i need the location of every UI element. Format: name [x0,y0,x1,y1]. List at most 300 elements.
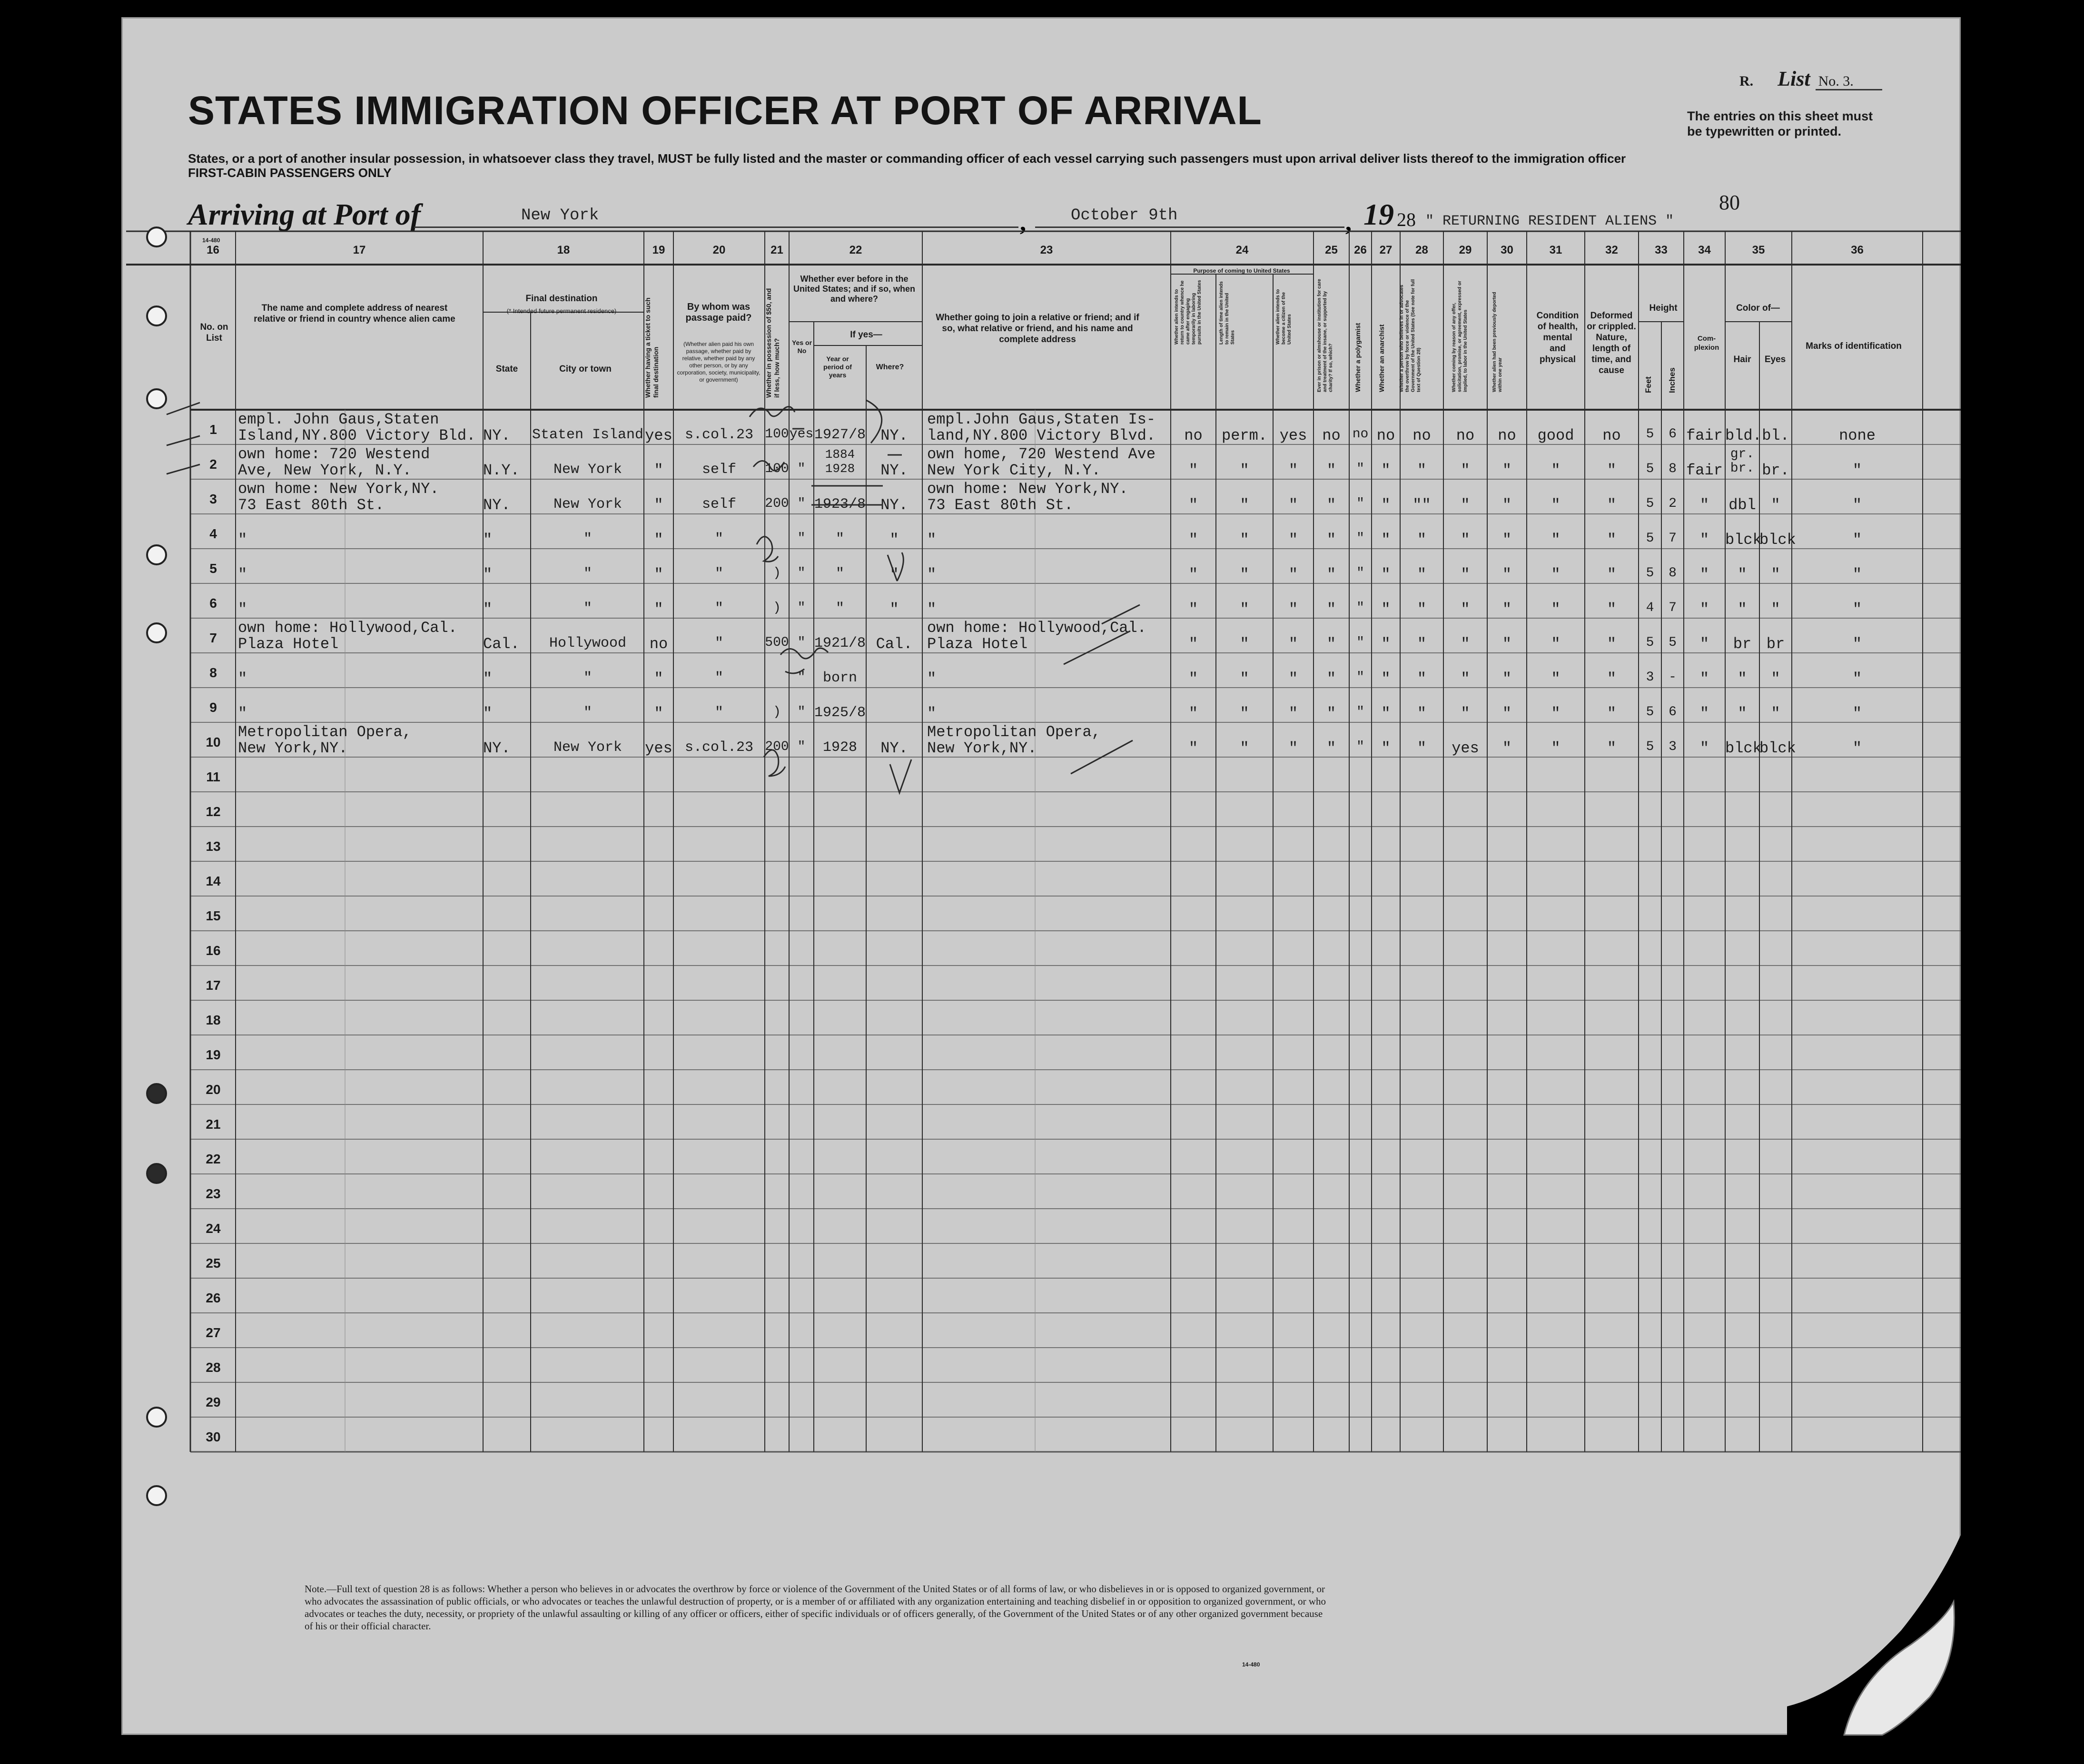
cell-hair: " [1738,566,1747,583]
column-number: 18 [557,244,570,256]
cell-p24c: " [1288,670,1298,688]
cell-where: " [889,566,899,583]
header-purpose-a: Whether alien intends to return to country whence he came after engaging temporarily in laboring pursuits in the United States [1174,280,1202,345]
header-passage-paid: By whom was passage paid? [685,302,752,323]
cell-city: " [583,670,592,686]
cell-complexion: " [1699,531,1709,549]
header-eyes: Eyes [1764,355,1786,365]
cell-c26: " [1356,496,1364,511]
cell-p24b: " [1240,566,1249,583]
cell-c26: no [1352,427,1369,442]
cell-p24b: " [1240,635,1249,653]
header-passage-note: (Whether alien paid his own passage, whether paid by relative, whether paid by any other person, or by any corporation, society, municipality, or government) [677,341,761,383]
cell-rel2: New York,NY. [238,739,348,757]
cell-c26: " [1356,670,1364,685]
cell-city: " [583,705,592,721]
cell-ticket: " [654,670,663,688]
cell-ticket: " [654,462,663,479]
column-number: 32 [1605,244,1618,256]
cell-c28: " [1417,635,1427,653]
cell-inches: 5 [1669,635,1677,650]
row-number: 26 [206,1291,221,1305]
column-number: 35 [1752,244,1765,256]
cell-rel1: empl. John Gaus,Staten [238,411,439,428]
row-number: 3 [209,492,217,506]
cell-yesno: " [797,496,806,511]
cell-c26: " [1356,462,1364,476]
header-color-of: Color of— [1736,303,1780,313]
column-number: 29 [1459,244,1472,256]
cell-yesno: " [797,601,806,615]
cell-city: " [583,566,592,582]
cell-hair: " [1738,705,1747,722]
cell-c27: " [1381,462,1391,479]
cell-join2: New York,NY. [927,739,1037,757]
cell-c28: " [1417,739,1427,757]
column-number: 33 [1655,244,1668,256]
cell-c26: " [1356,739,1364,754]
cell-rel2: " [238,601,247,618]
cell-marks: " [1852,496,1862,514]
header-city: City or town [559,364,612,374]
cell-c29: no [1456,427,1475,444]
row-number: 24 [206,1221,221,1236]
cell-c30: " [1502,601,1512,618]
cell-c32: no [1602,427,1621,444]
cell-c31: " [1551,566,1561,583]
cell-c28: " [1417,705,1427,722]
passenger-category: " RETURNING RESIDENT ALIENS " [1425,213,1674,229]
year-prefix: 19 [1363,197,1394,231]
binding-hole [146,1163,167,1184]
cell-c31: " [1551,635,1561,653]
port-of-arrival: New York [521,207,599,225]
cell-eyes: br [1766,635,1785,653]
cell-p24c: " [1288,531,1298,549]
cell-complexion: " [1699,496,1709,514]
cell-rel1: own home: Hollywood,Cal. [238,619,457,637]
cell-rel2: Ave, New York, N.Y. [238,462,412,479]
cell-paid: " [714,705,723,721]
cell-years: born [822,670,857,686]
cell-rel2: Plaza Hotel [238,635,339,653]
cell-c28: "" [1412,496,1431,514]
cell-rel2: " [238,670,247,688]
header-deformed: Deformed or crippled. Nature, length of time, and cause [1587,311,1636,375]
cell-c32: " [1607,566,1617,583]
cell-c29: " [1461,635,1470,653]
cell-years: " [835,531,844,547]
cell-p24c: " [1288,705,1298,722]
cell-paid: self [701,462,736,478]
cell-eyes: " [1771,670,1780,688]
row-number: 21 [206,1117,221,1132]
cell-money: ) [773,601,781,615]
cell-years: " [835,601,844,617]
cell-ticket: yes [645,427,672,444]
cell-feet: 5 [1646,705,1654,719]
year-suffix: 28 [1397,209,1416,230]
cell-c29: " [1461,462,1470,479]
column-number: 19 [652,244,665,256]
cell-c25: " [1326,601,1336,618]
cell-years: 1927/8 [814,427,866,443]
cell-c31: " [1551,462,1561,479]
cell-ticket: " [654,705,663,722]
cell-yesno: " [797,531,806,546]
cell-paid: " [714,566,723,582]
cell-city: " [583,531,592,547]
row-number: 25 [206,1256,221,1271]
cell-c31: good [1537,427,1574,444]
cell-c26: " [1356,601,1364,615]
header-height: Height [1649,303,1678,313]
row-number: 15 [206,908,221,923]
cell-complexion: fair [1686,462,1723,479]
row-number: 23 [206,1186,221,1201]
cell-c30: " [1502,531,1512,549]
row-number: 4 [209,526,217,541]
cell-join1: own home: Hollywood,Cal. [927,619,1146,637]
cell-years: 1884 1928 [825,447,855,476]
list-value: No. 3. [1816,73,1882,90]
cell-c25: no [1322,427,1341,444]
cell-where: NY. [880,739,908,757]
header-ticket: Whether having a ticket to such final destination [644,297,660,398]
cell-eyes: blck [1759,739,1796,757]
cell-yesno: " [797,705,806,719]
cell-rel2: " [238,531,247,549]
cell-c28: no [1412,427,1431,444]
cell-hair: " [1738,670,1747,688]
cell-paid: s.col.23 [684,739,754,756]
header-overthrow: Whether a person who believes in or advocates the overthrow by force or violence of the Government of the United States (See note for full text of Question 28) [1399,279,1422,392]
row-number: 1 [209,422,217,437]
cell-eyes: blck [1759,531,1796,549]
cell-inches: 7 [1669,601,1677,615]
binding-hole [146,227,167,247]
cell-years: 1928 [822,739,857,756]
cell-state: " [483,531,493,549]
cell-marks: " [1852,531,1862,549]
list-label: List [1778,67,1810,90]
cell-join1: Metropolitan Opera, [927,723,1101,741]
cell-hair: bld. [1725,427,1762,444]
header-polygamist: Whether a polygamist [1354,323,1362,392]
cell-join2: " [927,601,937,618]
cell-money: 100 [765,462,789,476]
cell-c27: no [1376,427,1395,444]
cell-feet: 5 [1646,531,1654,546]
cell-c27: " [1381,496,1391,514]
cell-c25: " [1326,670,1336,688]
header-nearest-relative: The name and complete address of nearest relative or friend in country whence alien came [254,303,455,324]
cell-join1: empl.John Gaus,Staten Is- [927,411,1156,428]
cell-marks: " [1852,635,1862,653]
cell-c32: " [1607,670,1617,688]
cell-city: Staten Island [532,427,644,443]
cell-p24c: yes [1279,427,1307,444]
cell-ticket: " [654,496,663,514]
column-number: 17 [353,244,366,256]
cell-yesno: " [797,739,806,754]
cell-join2: " [927,670,937,688]
page-number: 80 [1719,191,1740,214]
cell-money: ) [773,566,781,581]
row-number: 6 [209,596,217,611]
cell-paid: " [714,635,723,651]
cell-yesno: " [797,566,806,581]
cell-c28: " [1417,531,1427,549]
header-anarchist: Whether an anarchist [1378,324,1385,392]
cell-complexion: fair [1686,427,1723,444]
cell-c30: " [1502,496,1512,514]
cell-p24a: " [1188,705,1198,722]
cell-complexion: " [1699,705,1709,722]
cell-rel1: Metropolitan Opera, [238,723,412,741]
cell-c32: " [1607,496,1617,514]
cell-c31: " [1551,496,1561,514]
cell-where: NY. [880,496,908,514]
column-number: 20 [712,244,726,256]
column-number: 30 [1501,244,1513,256]
cell-c32: " [1607,705,1617,722]
cell-paid: " [714,531,723,547]
cell-rel2: " [238,566,247,583]
header-purpose-c: Whether alien intends to become a citizen of the United States [1275,289,1292,345]
cell-feet: 4 [1646,601,1654,615]
column-number: 23 [1040,244,1053,256]
column-number: 28 [1415,244,1428,256]
cell-p24a: " [1188,566,1198,583]
cell-eyes: " [1771,705,1780,722]
cell-hair: dbl [1728,496,1756,514]
cell-c25: " [1326,566,1336,583]
cell-join2: " [927,705,937,722]
row-number: 14 [206,874,221,888]
list-prefix: R. [1739,73,1754,89]
row-number: 16 [206,943,221,958]
cell-c31: " [1551,739,1561,757]
cell-c29: " [1461,601,1470,618]
header-purpose-b: Length of time alien intends to remain in the United States [1219,281,1235,345]
row-number: 11 [206,769,220,784]
cell-feet: 3 [1646,670,1654,685]
footnote-code: 14-480 [1242,1661,1260,1668]
row-number: 28 [206,1360,221,1375]
cell-c30: " [1502,635,1512,653]
cell-join1: own home, 720 Westend Ave [927,445,1156,463]
cell-c30: " [1502,670,1512,688]
page-title: STATES IMMIGRATION OFFICER AT PORT OF ARRIVAL [188,88,1262,133]
header-deported: Whether alien had been previously deported within one year [1492,292,1503,392]
footnote: Note.—Full text of question 28 is as follows: Whether a person who believes in or advocates the overthrow by force or violence of the Government of the United States or of all forms of law, or who disbelieves in or is opposed to organized government, or who advocates the assassination of public officials, or who advocates or teaches the unlawful destruction of property, or is a member of or affiliated with any organization entertaining and teaching disbelief in or opposition to organized government, or who advocates or teaches the duty, necessity, or propriety of the unlawful assaulting or killing of any officer or officers, either of specific individuals or of officers generally, of the Government of the United States or of any other organized government because of his or their official character. [305,1583,1326,1632]
cell-hair: br [1733,635,1752,653]
header-where: Where? [876,363,904,371]
cell-yesno: " [797,635,806,650]
cell-state: NY. [483,427,511,444]
header-marks: Marks of identification [1806,341,1902,351]
header-yes-no: Yes or No [791,339,812,355]
cell-p24b: perm. [1221,427,1267,444]
cell-c29: " [1461,496,1470,514]
cell-p24b: " [1240,601,1249,618]
cell-ticket: " [654,601,663,618]
cell-c26: " [1356,566,1364,581]
row-number: 22 [206,1152,221,1166]
cell-inches: 2 [1669,496,1677,511]
cell-marks: none [1839,427,1876,444]
cell-c25: " [1326,739,1336,757]
cell-c28: " [1417,601,1427,618]
header-join-relative: Whether going to join a relative or friend; and if so, what relative or friend, and his name and complete address [936,313,1139,345]
cell-feet: 5 [1646,496,1654,511]
cell-ticket: yes [645,739,672,757]
cell-c30: " [1502,705,1512,722]
cell-ticket: no [649,635,668,653]
cell-inches: 8 [1669,566,1677,581]
page-subtitle: States, or a port of another insular possession, in whatsoever class they travel, MUST be fully listed and the master or commanding officer of each vessel carrying such passengers must upon arrival deliver lists thereof to the immigration officer [188,151,1626,166]
row-number: 30 [206,1429,221,1444]
cell-rel2: Island,NY.800 Victory Bld. [238,427,476,444]
cell-join2: land,NY.800 Victory Blvd. [927,427,1156,444]
cell-p24c: " [1288,496,1298,514]
binding-hole [146,1083,167,1104]
header-year-period: Year or period of years [823,355,852,379]
column-number: 21 [770,244,783,256]
cell-c25: " [1326,462,1336,479]
cell-marks: " [1852,601,1862,618]
cell-marks: " [1852,462,1862,479]
cell-feet: 5 [1646,462,1654,476]
cell-rel1: own home: 720 Westend [238,445,430,463]
header-offer: Whether coming by reason of any offer, solicitation, promise, or agreement, expressed or implied, to labor in the United States [1452,281,1468,392]
cell-c27: " [1381,601,1391,618]
cell-p24c: " [1288,635,1298,653]
cell-where: NY. [880,427,908,444]
cell-rel1: own home: New York,NY. [238,480,439,498]
binding-hole [146,305,167,326]
cell-hair: blck [1725,531,1762,549]
manifest-sheet [121,17,1961,1735]
comma-2: , [1345,209,1352,236]
entries-note-line-1: The entries on this sheet must [1687,109,1873,123]
column-number: 34 [1698,244,1711,256]
header-destination-note: (* Intended future permanent residence) [506,307,617,315]
cell-city: New York [553,739,622,756]
cell-inches: - [1669,670,1677,685]
cell-c29: yes [1452,739,1479,757]
cell-c25: " [1326,635,1336,653]
row-number: 27 [206,1325,221,1340]
cell-c31: " [1551,705,1561,722]
cell-c29: " [1461,531,1470,549]
cell-inches: 6 [1669,705,1677,719]
cell-c26: " [1356,705,1364,719]
cell-p24a: " [1188,601,1198,618]
row-number: 18 [206,1013,221,1027]
column-number: 26 [1354,244,1367,256]
entries-note-line-2: be typewritten or printed. [1687,124,1842,138]
cell-eyes: " [1771,601,1780,618]
cell-state: N.Y. [483,462,520,479]
cell-complexion: " [1699,670,1709,688]
header-purpose: Purpose of coming to United States [1193,267,1290,274]
cell-c27: " [1381,566,1391,583]
row-number: 12 [206,804,221,819]
cell-complexion: " [1699,601,1709,618]
cell-complexion: " [1699,635,1709,653]
cell-p24a: " [1188,635,1198,653]
cell-rel2: 73 East 80th St. [238,496,385,514]
cell-p24b: " [1240,531,1249,549]
cell-c32: " [1607,531,1617,549]
cell-paid: self [701,496,736,512]
cell-yesno: yes [789,427,814,442]
cell-p24a: no [1184,427,1203,444]
cell-p24b: " [1240,670,1249,688]
cell-c28: " [1417,566,1427,583]
cell-state: Cal. [483,635,520,653]
column-number: 36 [1851,244,1864,256]
cell-p24a: " [1188,670,1198,688]
cell-hair: gr. br. [1730,447,1755,476]
cell-state: NY. [483,739,511,757]
binding-hole [146,388,167,409]
cell-c27: " [1381,739,1391,757]
header-state: State [495,364,518,374]
cell-p24b: " [1240,705,1249,722]
row-number: 7 [209,631,217,645]
passenger-class: FIRST-CABIN PASSENGERS ONLY [188,166,392,180]
cell-yesno: " [797,670,806,685]
cell-c27: " [1381,531,1391,549]
header-before-in-us: Whether ever before in the United States; and if so, when and where? [793,274,916,304]
cell-feet: 5 [1646,739,1654,754]
cell-c27: " [1381,635,1391,653]
cell-marks: " [1852,705,1862,722]
cell-city: New York [553,462,622,478]
cell-c32: " [1607,601,1617,618]
cell-p24c: " [1288,566,1298,583]
cell-c25: " [1326,705,1336,722]
form-code: 14-480 [202,237,220,244]
cell-paid: s.col.23 [684,427,754,443]
cell-c30: " [1502,566,1512,583]
cell-feet: 5 [1646,635,1654,650]
cell-money: 100 [765,427,789,442]
cell-marks: " [1852,739,1862,757]
cell-feet: 5 [1646,427,1654,442]
cell-feet: 5 [1646,566,1654,581]
binding-hole [146,1485,167,1506]
cell-city: New York [553,496,622,512]
cell-inches: 6 [1669,427,1677,442]
cell-p24b: " [1240,739,1249,757]
row-number: 29 [206,1395,221,1409]
cell-c30: " [1502,739,1512,757]
header-condition: Condition of health, mental and physical [1536,311,1579,365]
cell-where: Cal. [876,635,913,653]
cell-c29: " [1461,670,1470,688]
cell-join2: " [927,566,937,583]
cell-years: " [835,566,844,582]
cell-c30: " [1502,462,1512,479]
cell-eyes: " [1771,496,1780,514]
cell-money: ) [773,705,781,719]
cell-join1: own home: New York,NY. [927,480,1128,498]
row-number: 9 [209,700,217,715]
